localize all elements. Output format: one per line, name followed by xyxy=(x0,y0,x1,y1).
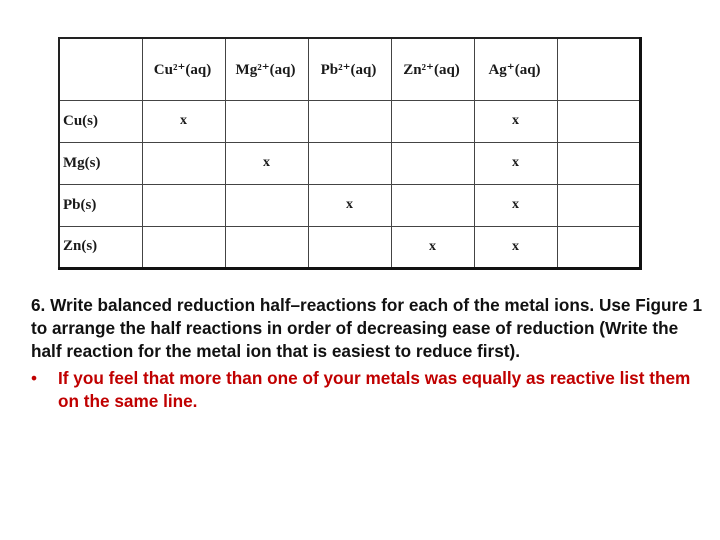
table-cell xyxy=(308,226,391,268)
column-header-pb-ion: Pb²⁺(aq) xyxy=(308,38,391,100)
table-cell xyxy=(225,226,308,268)
column-header-mg-ion: Mg²⁺(aq) xyxy=(225,38,308,100)
row-label-zn: Zn(s) xyxy=(59,226,142,268)
table-cell xyxy=(308,142,391,184)
bullet-item xyxy=(31,367,713,413)
table-cell xyxy=(225,184,308,226)
table-cell: x xyxy=(225,142,308,184)
table-cell: x xyxy=(474,184,557,226)
column-header-ag-ion: Ag⁺(aq) xyxy=(474,38,557,100)
question-text: 6. Write balanced reduction half–reactions for each of the metal ions. Use Figure 1 to arrange the half reactions in order of decreasing ease of reduction (Write the half reaction for the metal ion that is easiest to reduce first). xyxy=(31,295,703,361)
table-cell-empty xyxy=(557,100,640,142)
table-cell xyxy=(308,100,391,142)
bullet-text: If you feel that more than one of your metals was equally as reactive list them on the same line. xyxy=(58,368,691,411)
table-cell: x xyxy=(474,142,557,184)
table-cell xyxy=(142,184,225,226)
table-cell xyxy=(142,226,225,268)
table-row xyxy=(59,226,640,268)
table-cell xyxy=(391,100,474,142)
column-header-cu-ion: Cu²⁺(aq) xyxy=(142,38,225,100)
table-cell-empty xyxy=(557,226,640,268)
table-cell xyxy=(391,184,474,226)
table-cell: x xyxy=(142,100,225,142)
question-block xyxy=(31,294,713,413)
table-cell: x xyxy=(474,100,557,142)
bullet-symbol: • xyxy=(31,368,38,388)
row-label-mg: Mg(s) xyxy=(59,142,142,184)
table-cell xyxy=(225,100,308,142)
table-cell xyxy=(391,142,474,184)
table-row xyxy=(59,142,640,184)
table-header-row xyxy=(59,38,640,100)
column-header-empty xyxy=(557,38,640,100)
table-cell: x xyxy=(391,226,474,268)
table-row xyxy=(59,184,640,226)
row-label-pb: Pb(s) xyxy=(59,184,142,226)
table-cell-empty xyxy=(557,142,640,184)
row-label-cu: Cu(s) xyxy=(59,100,142,142)
table-row xyxy=(59,100,640,142)
reaction-grid-table xyxy=(58,37,642,270)
table-corner-cell xyxy=(59,38,142,100)
table-cell: x xyxy=(474,226,557,268)
table-cell-empty xyxy=(557,184,640,226)
table-cell: x xyxy=(308,184,391,226)
table-cell xyxy=(142,142,225,184)
column-header-zn-ion: Zn²⁺(aq) xyxy=(391,38,474,100)
